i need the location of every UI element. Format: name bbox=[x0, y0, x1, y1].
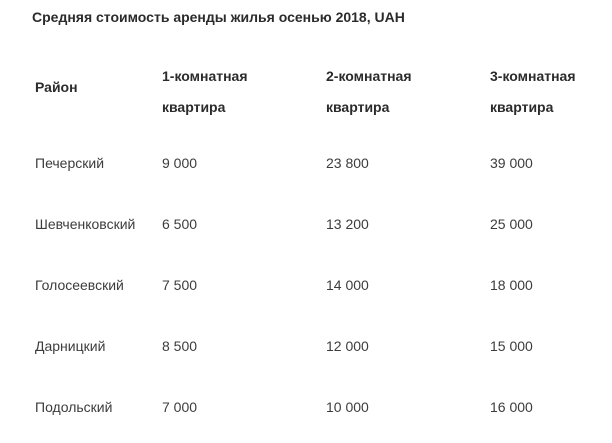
header-2-room-line2: квартира bbox=[326, 99, 390, 115]
header-2-room bbox=[326, 61, 412, 123]
district-cell: Подольский bbox=[35, 399, 113, 415]
header-1-room-line1: 1-комнатная bbox=[162, 68, 248, 84]
header-1-room bbox=[162, 61, 248, 123]
header-1-room-line2: квартира bbox=[162, 99, 226, 115]
price-2-room-cell: 23 800 bbox=[326, 155, 369, 171]
price-3-room-cell: 16 000 bbox=[490, 399, 533, 415]
header-3-room bbox=[490, 61, 576, 123]
price-1-room-cell: 9 000 bbox=[162, 155, 198, 171]
price-1-room-cell: 8 500 bbox=[162, 338, 198, 354]
price-3-room-cell: 15 000 bbox=[490, 338, 533, 354]
price-1-room-cell: 7 000 bbox=[162, 399, 198, 415]
price-1-room-cell: 7 500 bbox=[162, 277, 198, 293]
price-3-room-cell: 39 000 bbox=[490, 155, 533, 171]
price-2-room-cell: 10 000 bbox=[326, 399, 369, 415]
header-3-room-line2: квартира bbox=[490, 99, 554, 115]
header-district: Район bbox=[35, 79, 78, 95]
price-2-room-cell: 14 000 bbox=[326, 277, 369, 293]
price-2-room-cell: 13 200 bbox=[326, 216, 369, 232]
price-1-room-cell: 6 500 bbox=[162, 216, 198, 232]
district-cell: Шевченковский bbox=[35, 216, 136, 232]
header-2-room-line1: 2-комнатная bbox=[326, 68, 412, 84]
price-2-room-cell: 12 000 bbox=[326, 338, 369, 354]
price-3-room-cell: 18 000 bbox=[490, 277, 533, 293]
district-cell: Дарницкий bbox=[35, 338, 106, 354]
district-cell: Печерский bbox=[35, 155, 105, 171]
price-3-room-cell: 25 000 bbox=[490, 216, 533, 232]
header-3-room-line1: 3-комнатная bbox=[490, 68, 576, 84]
table-title: Средняя стоимость аренды жилья осенью 2018, UAH bbox=[32, 9, 405, 25]
district-cell: Голосеевский bbox=[35, 277, 124, 293]
